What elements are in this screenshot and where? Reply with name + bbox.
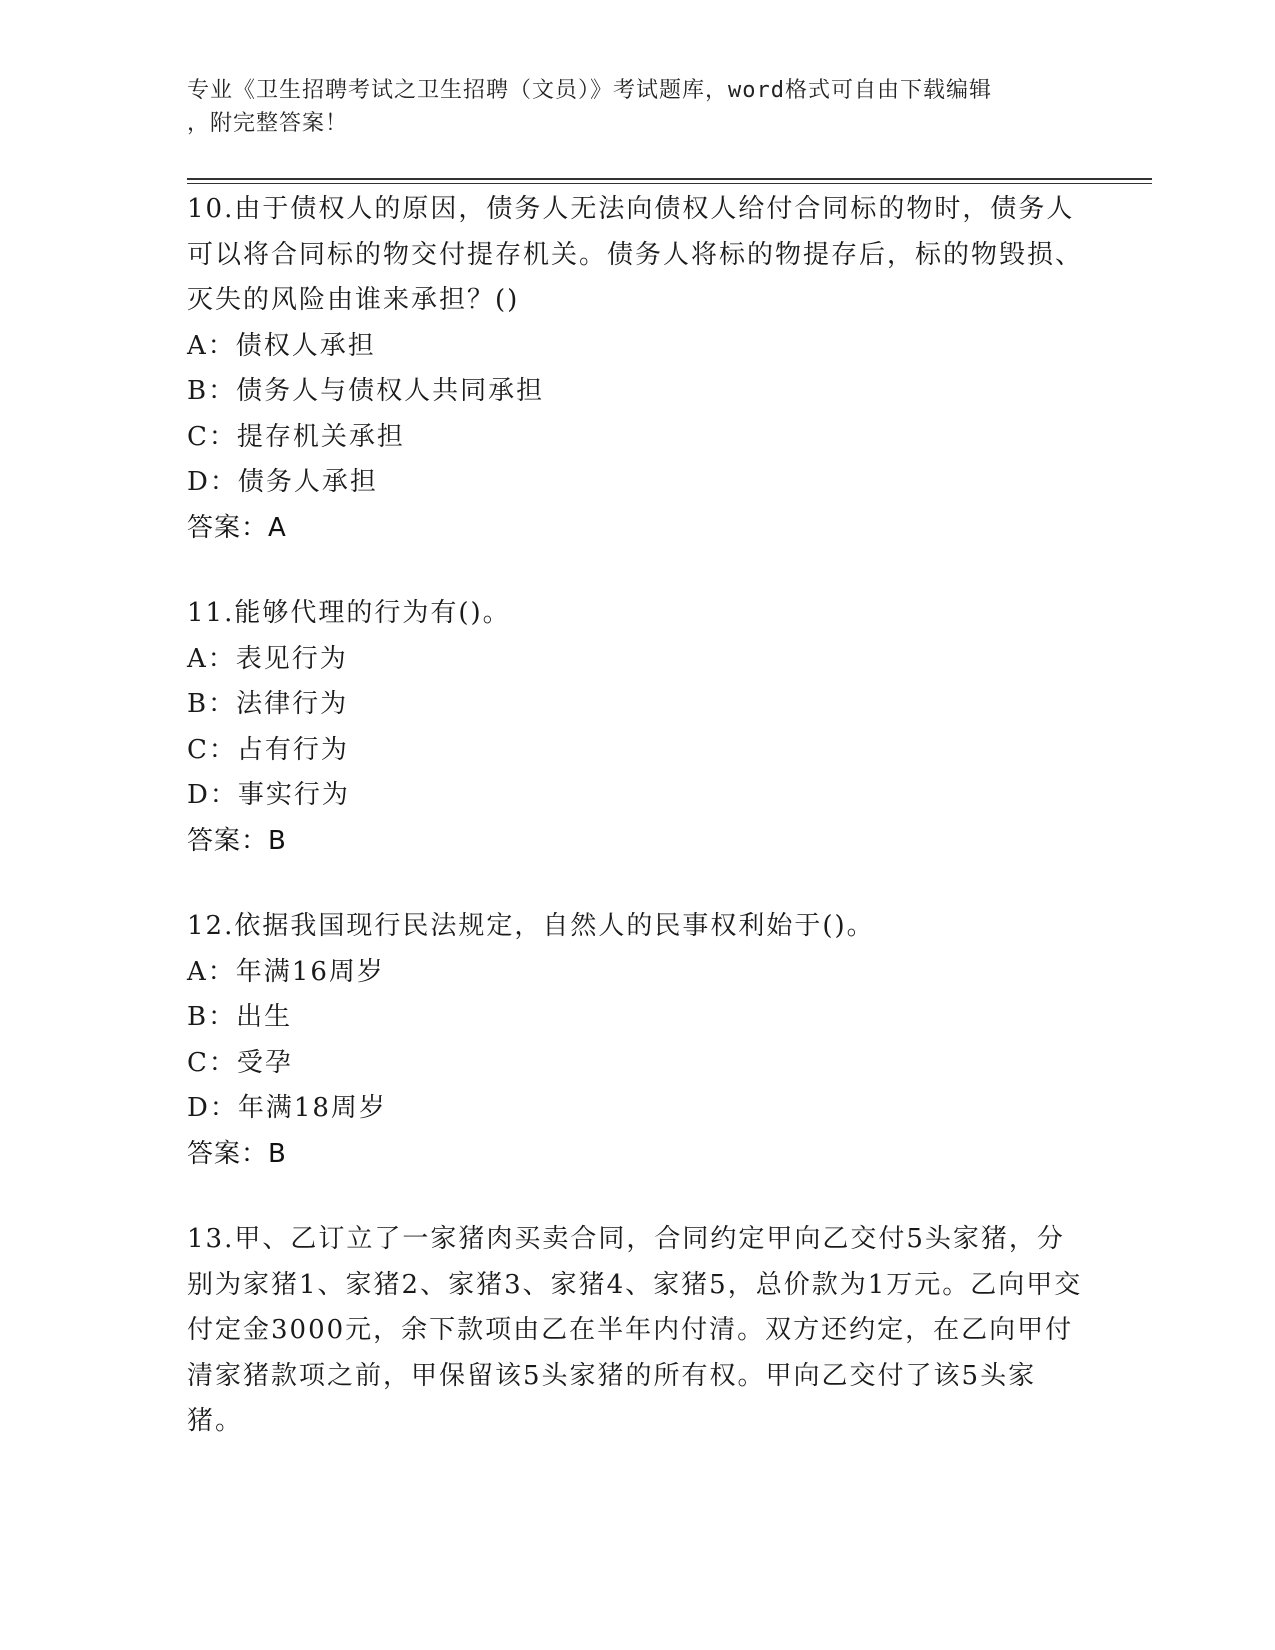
option-a: A：表见行为 — [187, 643, 348, 674]
question-13 — [187, 1217, 1087, 1445]
question-text: 13.甲、乙订立了一家猪肉买卖合同，合同约定甲向乙交付5头家猪，分别为家猪1、家猪2、家猪3、家猪4、家猪5，总价款为1万元。乙向甲交付定金3000元，余下款项由乙在半年内付清。双方还约定，在乙向甲付清家猪款项之前，甲保留该5头家猪的所有权。甲向乙交付了该5头家猪。 — [187, 1224, 1083, 1436]
header-line-2: ，附完整答案！ — [187, 111, 349, 136]
question-text: 11.能够代理的行为有()。 — [187, 598, 511, 628]
option-c: C：提存机关承担 — [187, 421, 405, 452]
answer-label: 答案：B — [187, 825, 287, 856]
question-text: 12.依据我国现行民法规定，自然人的民事权利始于()。 — [187, 911, 875, 941]
question-12 — [187, 904, 1087, 1177]
option-c: C：占有行为 — [187, 734, 349, 765]
question-text: 10.由于债权人的原因，债务人无法向债权人给付合同标的物时，债务人可以将合同标的物交付提存机关。债务人将标的物提存后，标的物毁损、灭失的风险由谁来承担？() — [187, 194, 1084, 315]
option-b: B：债务人与债权人共同承担 — [187, 376, 545, 406]
header-line-1: 专业《卫生招聘考试之卫生招聘（文员）》考试题库，word格式可自由下载编辑 — [187, 78, 992, 103]
header-divider-thick — [187, 178, 1152, 180]
header-divider-thin — [187, 183, 1152, 184]
document-header — [187, 74, 1067, 140]
option-d: D：事实行为 — [187, 780, 350, 810]
answer-label: 答案：B — [187, 1138, 287, 1169]
answer-label: 答案：A — [187, 512, 287, 543]
question-10 — [187, 187, 1087, 551]
question-11 — [187, 591, 1087, 864]
question-list — [187, 187, 1087, 1485]
option-b: B：出生 — [187, 1002, 293, 1032]
option-a: A：债权人承担 — [187, 330, 376, 361]
option-d: D：年满18周岁 — [187, 1093, 387, 1123]
option-c: C：受孕 — [187, 1047, 293, 1078]
option-d: D：债务人承担 — [187, 467, 378, 497]
option-a: A：年满16周岁 — [187, 956, 385, 987]
option-b: B：法律行为 — [187, 689, 349, 719]
